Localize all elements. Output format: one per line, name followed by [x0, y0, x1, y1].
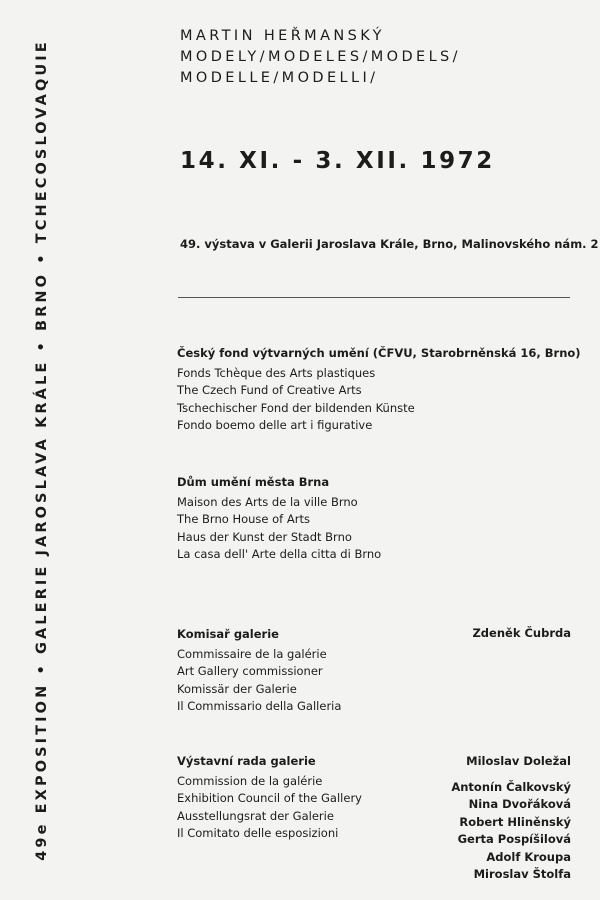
- council-member: Miroslav Štolfa: [473, 867, 571, 881]
- header: [180, 26, 461, 89]
- council-member: Miloslav Doležal: [466, 754, 571, 768]
- block-title: Výstavní rada galerie: [177, 754, 316, 768]
- translation-line: Haus der Kunst der Stadt Brno: [177, 529, 352, 544]
- translation-line: Komissär der Galerie: [177, 681, 297, 696]
- translation-line: Il Commissario della Galleria: [177, 698, 342, 713]
- komisar-block: [177, 626, 571, 715]
- council-member: Antonín Čalkovský: [451, 779, 571, 794]
- commissioner-name: Zdeněk Čubrda: [472, 626, 571, 640]
- artist-name: MARTIN HEŘMANSKÝ: [180, 28, 385, 44]
- block-title: Dům umění města Brna: [177, 475, 330, 489]
- translation-line: Exhibition Council of the Gallery: [177, 791, 362, 806]
- translation-line: Commission de la galérie: [177, 774, 323, 788]
- translation-line: Tschechischer Fond der bildenden Künste: [177, 400, 415, 415]
- council-member: Nina Dvořáková: [468, 797, 571, 811]
- block-title: Komisař galerie: [177, 627, 279, 641]
- translation-line: Maison des Arts de la ville Brno: [177, 495, 358, 509]
- block-title: Český fond výtvarných umění (ČFVU, Starobrněnská 16, Brno): [177, 346, 581, 360]
- venue-line: 49. výstava v Galerii Jaroslava Krále, Brno, Malinovského nám. 2: [180, 237, 599, 251]
- block-translations: [177, 646, 571, 715]
- translation-line: Commissaire de la galérie: [177, 647, 327, 661]
- council-member: Robert Hliněnský: [459, 814, 571, 829]
- council-block: [177, 753, 571, 881]
- translation-line: La casa dell' Arte della citta di Brno: [177, 546, 382, 561]
- translation-line: The Brno House of Arts: [177, 512, 310, 527]
- translation-line: The Czech Fund of Creative Arts: [177, 383, 362, 398]
- divider: [178, 297, 570, 298]
- exhibition-dates: 14. XI. - 3. XII. 1972: [180, 148, 495, 174]
- translation-line: Il Comitato delle esposizioni: [177, 825, 339, 840]
- translation-line: Fonds Tchèque des Arts plastiques: [177, 366, 376, 380]
- council-member: Gerta Pospíšilová: [457, 832, 571, 846]
- block-translations: [177, 494, 577, 563]
- council-members: [451, 753, 571, 884]
- title-line-1: MODELY/MODELES/MODELS/: [180, 49, 461, 65]
- council-member: Adolf Kroupa: [486, 849, 571, 864]
- block-translations: [177, 365, 577, 434]
- title-line-2: MODELLE/MODELLI/: [180, 70, 379, 86]
- translation-line: Ausstellungsrat der Galerie: [177, 808, 334, 823]
- translation-line: Art Gallery commissioner: [177, 664, 323, 679]
- translation-line: Fondo boemo delle art i figurative: [177, 417, 373, 432]
- cfvu-block: [177, 345, 581, 434]
- side-vertical-text: 49e EXPOSITION • GALERIE JAROSLAVA KRÁLE • BRNO • TCHECOSLOVAQUIE: [34, 39, 50, 861]
- dum-umeni-block: [177, 474, 577, 563]
